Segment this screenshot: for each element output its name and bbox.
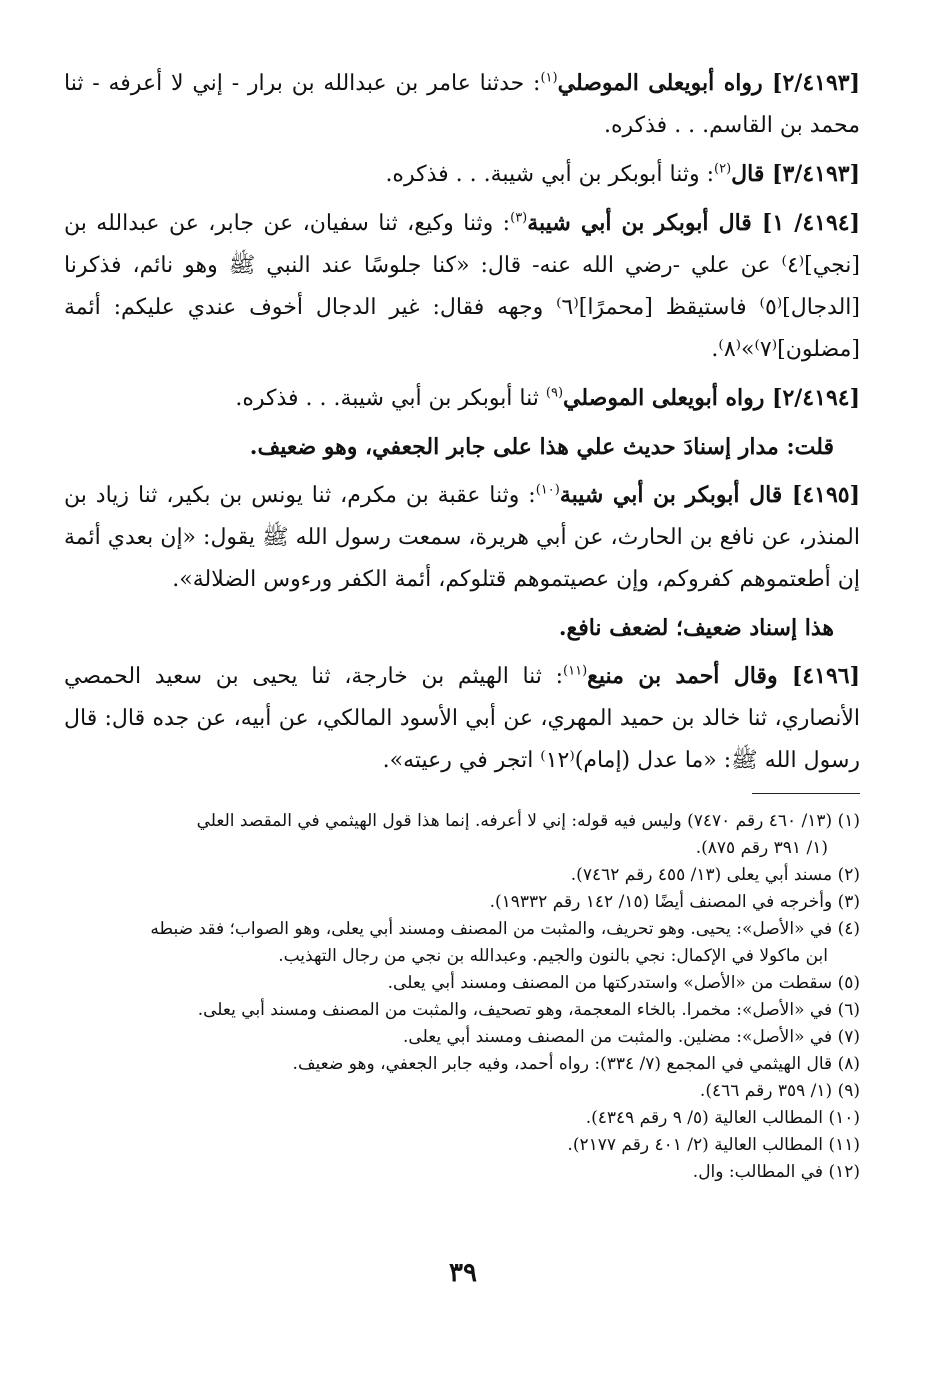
hadith-heading: [٢/٤١٩٣] رواه أبويعلى الموصلي — [557, 70, 861, 96]
footnote-number: (٢) — [837, 865, 860, 885]
page-number: ٣٩ — [449, 1258, 477, 1288]
hadith-heading: [٣/٤١٩٣] قال — [731, 161, 860, 187]
paragraph-text: هذا إسناد ضعيف؛ لضعف نافع. — [558, 615, 834, 641]
footnote-number: (٧) — [837, 1027, 860, 1047]
footnote-9 — [64, 1078, 860, 1105]
footnote-number: (١٢) — [828, 1162, 860, 1182]
footnote-number: (٦) — [837, 1000, 860, 1020]
hadith-heading: [٢/٤١٩٤] رواه أبويعلى الموصلي — [563, 385, 860, 411]
footnote-5 — [64, 970, 860, 997]
footnote-ref: (١) — [540, 70, 558, 86]
footnote-8 — [64, 1051, 860, 1078]
paragraph-text: ثنا أبوبكر بن أبي شيبة. . . فذكره. — [235, 386, 546, 411]
footnote-number: (٩) — [837, 1081, 860, 1101]
footnote-6 — [64, 997, 860, 1024]
footnote-1 — [64, 808, 860, 862]
footnote-ref: (٣) — [510, 210, 528, 226]
footnote-text: مسند أبي يعلى (١٣/ ٤٥٥ رقم ٧٤٦٢). — [570, 865, 833, 885]
paragraph-text: قلت: مدار إسنادَ حديث علي هذا على جابر الجعفي، وهو ضعيف. — [249, 434, 834, 460]
paragraph-4196 — [64, 655, 860, 782]
footnote-number: (١١) — [828, 1135, 860, 1155]
footnote-11 — [64, 1132, 860, 1159]
paragraph-4195 — [64, 474, 860, 601]
paragraph-text: : وثنا وكيع، ثنا سفيان، عن جابر، عن عبدالله بن [نجي]⁽٤⁾ عن علي -رضي الله عنه- قال: «كنا جلوسًا عند النبي ﷺ وهو نائم، فذكرنا [الدجال]⁽٥⁾ فاستيقظ [محمرًا]⁽٦⁾ وجهه فقال: غير الدجال أخوف عندي عليكم: أئمة [مضلون]⁽٧⁾»⁽٨⁾. — [64, 211, 860, 362]
footnote-text: المطالب العالية (٢/ ٤٠١ رقم ٢١٧٧). — [567, 1135, 824, 1155]
paragraph-4193-3 — [64, 153, 860, 196]
hadith-heading: [٤١٩٤/ ١] قال أبوبكر بن أبي شيبة — [527, 210, 860, 236]
footnote-text: في «الأصل»: مخمرا. بالخاء المعجمة، وهو تصحيف، والمثبت من المصنف ومسند أبي يعلى. — [197, 1000, 833, 1020]
footnotes — [64, 808, 860, 1186]
paragraph-text: : ثنا الهيثم بن خارجة، ثنا يحيى بن سعيد الحمصي الأنصاري، ثنا خالد بن حميد المهري، عن أبي الأسود المالكي، عن أبيه، عن جده قال: قال رسول الله ﷺ: «ما عدل (إمام)⁽١٢⁾ اتجر في رعيته». — [64, 664, 860, 773]
footnote-3 — [64, 889, 860, 916]
footnote-12 — [64, 1159, 860, 1186]
footnote-4 — [64, 916, 860, 970]
footnote-text: (١٣/ ٤٦٠ رقم ٧٤٧٠) وليس فيه قوله: إني لا أعرفه. إنما هذا قول الهيثمي في المقصد العلي — [196, 811, 833, 831]
footnote-7 — [64, 1024, 860, 1051]
footnote-text: في «الأصل»: مضلين. والمثبت من المصنف ومسند أبي يعلى. — [403, 1027, 833, 1047]
footnote-number: (١٠) — [828, 1108, 860, 1128]
footnote-number: (١) — [837, 811, 860, 831]
footnote-text: المطالب العالية (٥/ ٩ رقم ٤٣٤٩). — [585, 1108, 824, 1128]
footnote-text: سقطت من «الأصل» واستدركتها من المصنف ومسند أبي يعلى. — [387, 973, 833, 993]
paragraph-4193-2 — [64, 62, 860, 147]
footnote-continuation: (١/ ٣٩١ رقم ٨٧٥). — [695, 838, 828, 858]
paragraph-4194-1 — [64, 202, 860, 371]
main-text — [64, 62, 860, 788]
footnote-text: قال الهيثمي في المجمع (٧/ ٣٣٤): رواه أحمد، وفيه جابر الجعفي، وهو ضعيف. — [292, 1054, 833, 1074]
footnote-10 — [64, 1105, 860, 1132]
footnote-number: (٥) — [837, 973, 860, 993]
footnote-continuation: ابن ماكولا في الإكمال: نجي بالنون والجيم. وعبدالله بن نجي من رجال التهذيب. — [278, 946, 828, 966]
paragraph-text: : حدثنا عامر بن عبدالله بن برار - إني لا أعرفه - ثنا محمد بن القاسم. . . فذكره. — [64, 71, 860, 138]
paragraph-4194-2 — [64, 377, 860, 420]
footnote-number: (٨) — [837, 1054, 860, 1074]
author-comment — [64, 426, 860, 468]
paragraph-text: : وثنا أبوبكر بن أبي شيبة. . . فذكره. — [385, 162, 715, 187]
footnote-divider — [752, 793, 860, 794]
footnote-number: (٣) — [837, 892, 860, 912]
footnote-ref: (٩) — [545, 385, 564, 401]
footnote-text: في المطالب: وال. — [692, 1162, 824, 1182]
footnote-2 — [64, 862, 860, 889]
footnote-ref: (١١) — [563, 663, 588, 679]
footnote-text: (١/ ٣٥٩ رقم ٤٦٦). — [699, 1081, 833, 1101]
footnote-ref: (٢) — [714, 161, 732, 177]
author-comment — [64, 607, 860, 649]
footnote-number: (٤) — [837, 919, 860, 939]
footnote-text: وأخرجه في المصنف أيضًا (١٥/ ١٤٢ رقم ١٩٣٣٢). — [489, 892, 833, 912]
footnote-text: في «الأصل»: يحيى. وهو تحريف، والمثبت من المصنف ومسند أبي يعلى، وهو الصواب؛ فقد ضبطه — [150, 919, 833, 939]
paragraph-text: : وثنا عقبة بن مكرم، ثنا يونس بن بكير، ثنا زياد بن المنذر، عن نافع بن الحارث، عن أبي هريرة، سمعت رسول الله ﷺ يقول: «إن بعدي أئمة إن أطعتموهم كفروكم، وإن عصيتموهم قتلوكم، أئمة الكفر ورءوس الضلالة». — [64, 483, 860, 592]
hadith-heading: [٤١٩٥] قال أبوبكر بن أبي شيبة — [559, 482, 860, 508]
hadith-heading: [٤١٩٦] وقال أحمد بن منيع — [587, 663, 860, 689]
footnote-ref: (١٠) — [535, 482, 560, 498]
